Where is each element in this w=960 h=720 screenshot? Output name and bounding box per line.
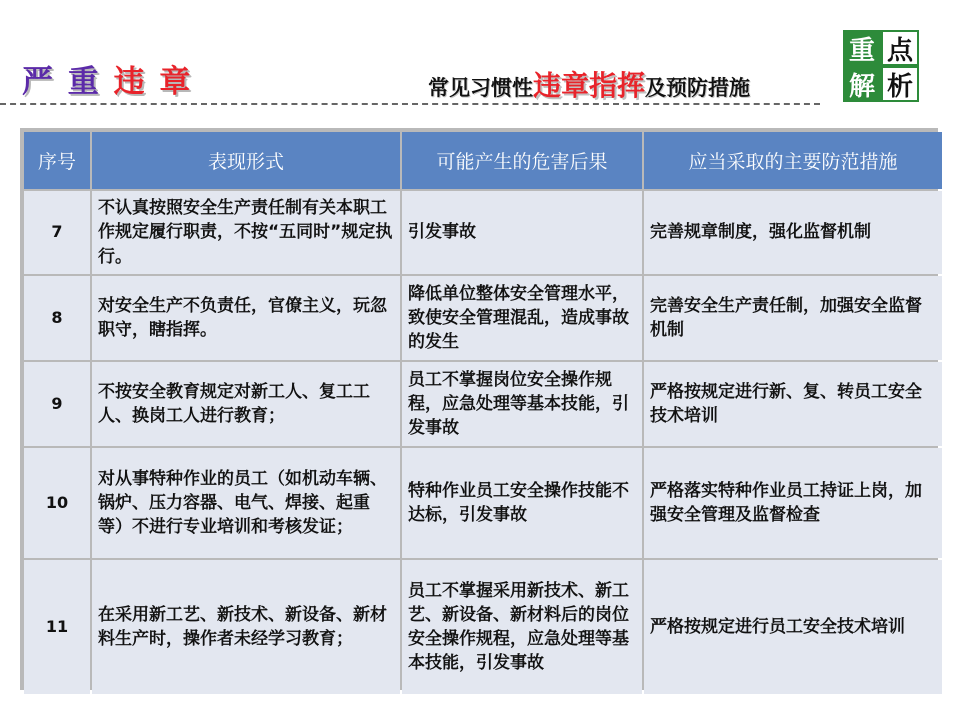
row-form: 在采用新工艺、新技术、新设备、新材料生产时，操作者未经学习教育； <box>92 560 400 694</box>
badge-char-1: 重 <box>843 30 881 66</box>
row-measure: 严格按规定进行新、复、转员工安全技术培训 <box>644 362 942 446</box>
title-left-violation: 违 章 <box>100 64 193 100</box>
violations-table-container <box>20 128 938 690</box>
table-row <box>24 276 942 360</box>
row-form: 对安全生产不负责任，官僚主义，玩忽职守，瞎指挥。 <box>92 276 400 360</box>
title-right-highlight: 违章指挥 <box>533 69 646 102</box>
header-harm: 可能产生的危害后果 <box>402 132 642 189</box>
header-index: 序号 <box>24 132 90 189</box>
header-form: 表现形式 <box>92 132 400 189</box>
row-form: 不按安全教育规定对新工人、复工工人、换岗工人进行教育； <box>92 362 400 446</box>
title-right-prefix: 常见习惯性 <box>428 76 533 100</box>
title-right-suffix: 及预防措施 <box>645 76 751 100</box>
badge-char-4: 析 <box>881 66 919 102</box>
row-index: 9 <box>24 362 90 446</box>
header-divider <box>0 103 820 105</box>
row-index: 7 <box>24 191 90 274</box>
row-measure: 完善规章制度，强化监督机制 <box>644 191 942 274</box>
page-title-right <box>428 64 750 104</box>
row-harm: 特种作业员工安全操作技能不达标，引发事故 <box>402 448 642 558</box>
row-measure: 严格按规定进行员工安全技术培训 <box>644 560 942 694</box>
badge-char-2: 点 <box>881 30 919 66</box>
page-title-left <box>22 56 192 101</box>
row-form: 对从事特种作业的员工（如机动车辆、锅炉、压力容器、电气、焊接、起重等）不进行专业培训和考核发证； <box>92 448 400 558</box>
row-harm: 引发事故 <box>402 191 642 274</box>
table-header-row <box>24 132 942 189</box>
row-harm: 员工不掌握岗位安全操作规程，应急处理等基本技能，引发事故 <box>402 362 642 446</box>
violations-table <box>22 130 944 696</box>
row-form: 不认真按照安全生产责任制有关本职工作规定履行职责，不按“五同时”规定执行。 <box>92 191 400 274</box>
row-index: 8 <box>24 276 90 360</box>
row-measure: 完善安全生产责任制，加强安全监督机制 <box>644 276 942 360</box>
table-row <box>24 448 942 558</box>
header-measure: 应当采取的主要防范措施 <box>644 132 942 189</box>
row-harm: 员工不掌握采用新技术、新工艺、新设备、新材料后的岗位安全操作规程，应急处理等基本技能，引发事故 <box>402 560 642 694</box>
table-row <box>24 191 942 274</box>
row-measure: 严格落实特种作业员工持证上岗，加强安全管理及监督检查 <box>644 448 942 558</box>
badge-char-3: 解 <box>843 66 881 102</box>
table-row <box>24 362 942 446</box>
table-row <box>24 560 942 694</box>
key-analysis-badge <box>843 30 919 102</box>
row-index: 10 <box>24 448 90 558</box>
title-left-severe: 严 重 <box>22 64 101 100</box>
row-harm: 降低单位整体安全管理水平，致使安全管理混乱，造成事故的发生 <box>402 276 642 360</box>
row-index: 11 <box>24 560 90 694</box>
